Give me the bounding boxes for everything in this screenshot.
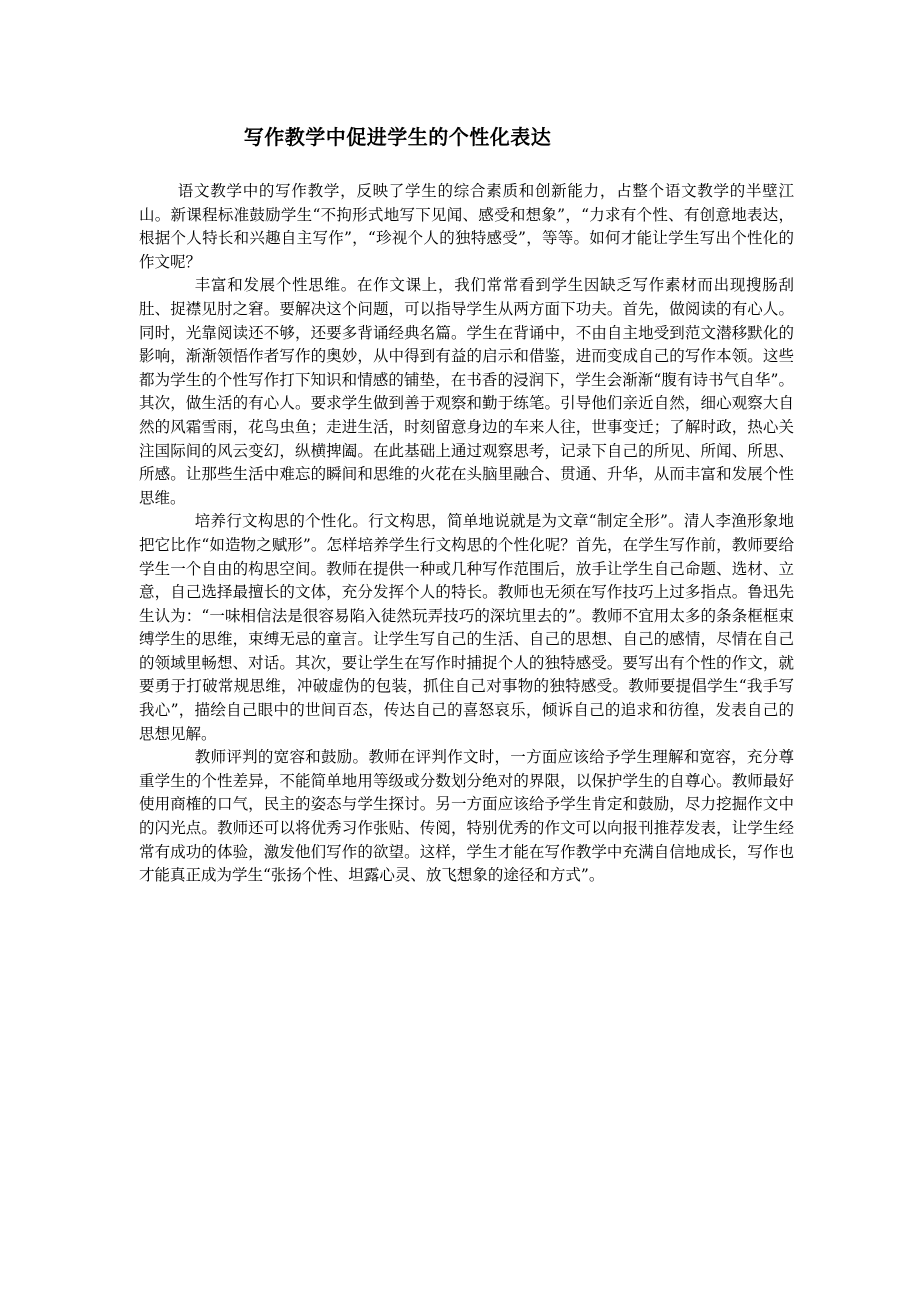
document-body — [139, 180, 794, 888]
paragraph-intro: 语文教学中的写作教学，反映了学生的综合素质和创新能力，占整个语文教学的半壁江山。新课程标准鼓励学生“不拘形式地写下见闻、感受和想象”，“力求有个性、有创意地表达，根据个人特长和兴趣自主写作”，“珍视个人的独特感受”，等等。如何才能让学生写出个性化的作文呢？ — [139, 182, 794, 271]
paragraph-conception: 培养行文构思的个性化。行文构思，简单地说就是为文章“制定全形”。清人李渔形象地把它比作“如造物之赋形”。怎样培养学生行文构思的个性化呢？首先，在学生写作前，教师要给学生一个自由的构思空间。教师在提供一种或几种写作范围后，放手让学生自己命题、选材、立意，自己选择最擅长的文体，充分发挥个人的特长。教师也无须在写作技巧上过多指点。鲁迅先生认为：“一味相信法是很容易陷入徒然玩弄技巧的深坑里去的”。教师不宜用太多的条条框框束缚学生的思维，束缚无忌的童言。让学生写自己的生活、自己的思想、自己的感情，尽情在自己的领域里畅想、对话。其次，要让学生在写作时捕捉个人的独特感受。要写出有个性的作文，就要勇于打破常规思维，冲破虚伪的包装，抓住自己对事物的独特感受。教师要提倡学生“我手写我心”，描绘自己眼中的世间百态，传达自己的喜怒哀乐，倾诉自己的追求和彷徨，发表自己的思想见解。 — [139, 512, 794, 743]
paragraph-evaluation: 教师评判的宽容和鼓励。教师在评判作文时，一方面应该给予学生理解和宽容，充分尊重学生的个性差异，不能简单地用等级或分数划分绝对的界限，以保护学生的自尊心。教师最好使用商榷的口气，民主的姿态与学生探讨。另一方面应该给予学生肯定和鼓励，尽力挖掘作文中的闪光点。教师还可以将优秀习作张贴、传阅，特别优秀的作文可以向报刊推荐发表，让学生经常有成功的体验，激发他们写作的欲望。这样，学生才能在写作教学中充满自信地成长，写作也才能真正成为学生“张扬个性、坦露心灵、放飞想象的途径和方式”。 — [139, 748, 794, 885]
document-title: 写作教学中促进学生的个性化表达 — [243, 125, 552, 149]
paragraph-thinking: 丰富和发展个性思维。在作文课上，我们常常看到学生因缺乏写作素材而出现搜肠刮肚、捉襟见肘之窘。要解决这个问题，可以指导学生从两方面下功夫。首先，做阅读的有心人。同时，光靠阅读还不够，还要多背诵经典名篇。学生在背诵中，不由自主地受到范文潜移默化的影响，渐渐领悟作者写作的奥妙，从中得到有益的启示和借鉴，进而变成自己的写作本领。这些都为学生的个性写作打下知识和情感的铺垫，在书香的浸润下，学生会渐渐“腹有诗书气自华”。其次，做生活的有心人。要求学生做到善于观察和勤于练笔。引导他们亲近自然，细心观察大自然的风霜雪雨，花鸟虫鱼；走进生活，时刻留意身边的车来人往，世事变迁；了解时政，热心关注国际间的风云变幻，纵横捭阖。在此基础上通过观察思考，记录下自己的所见、所闻、所思、所感。让那些生活中难忘的瞬间和思维的火花在头脑里融合、贯通、升华，从而丰富和发展个性思维。 — [139, 276, 794, 507]
